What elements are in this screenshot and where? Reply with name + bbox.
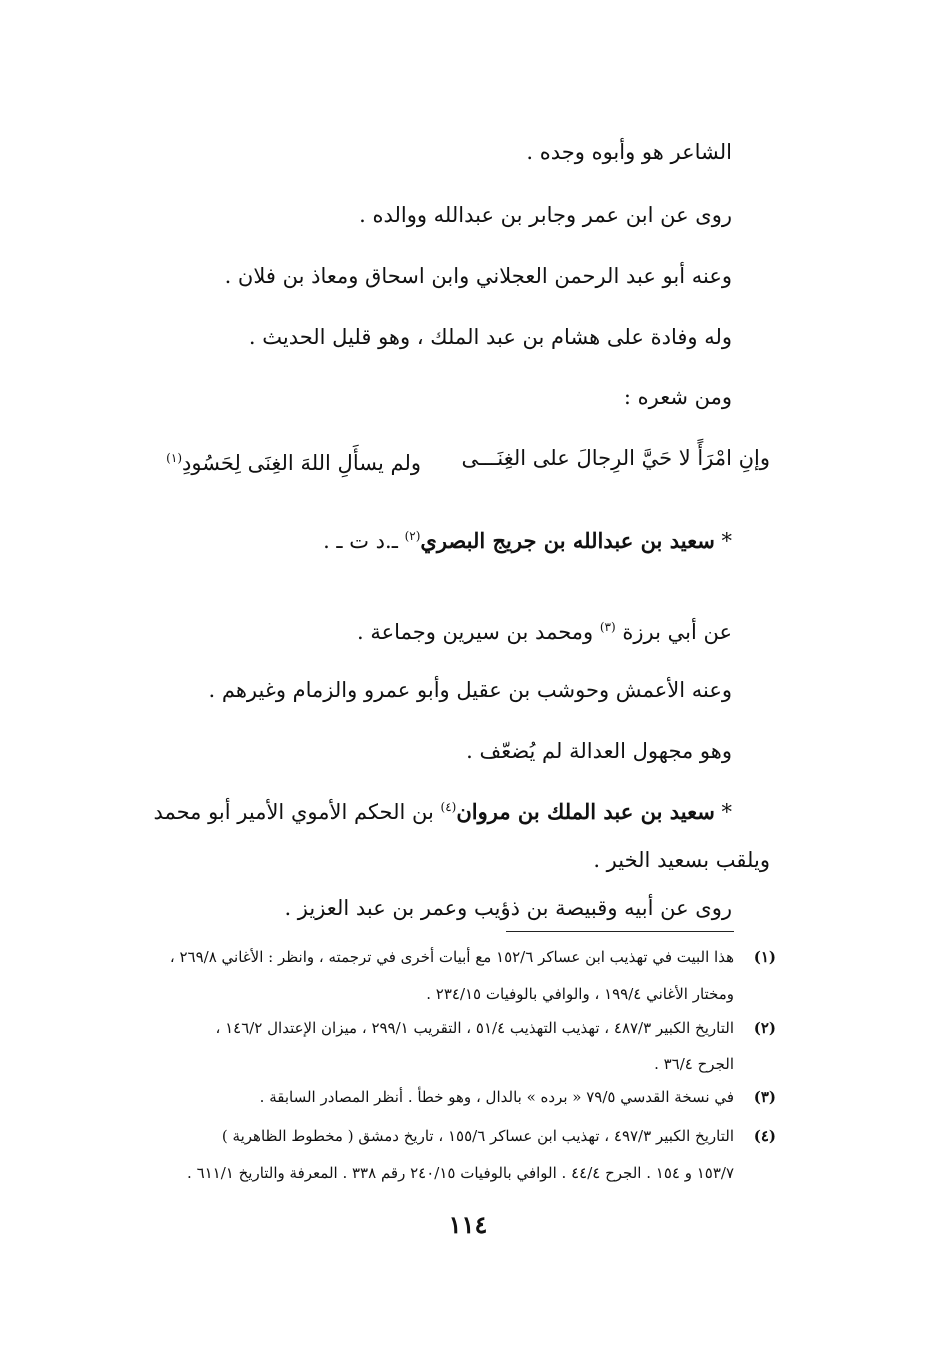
entry-name: سعيد بن عبدالله بن جريج البصري <box>420 528 715 553</box>
entry-sigla: ـ.د ت ـ . <box>323 529 398 553</box>
page-number: ١١٤ <box>448 1210 488 1239</box>
entry-tail: بن الحكم الأموي الأمير أبو محمد <box>153 800 434 824</box>
footnote-ref-4: (٤) <box>440 800 457 814</box>
entry-heading-2 <box>153 792 732 827</box>
footnote-ref-2: (٢) <box>404 529 421 543</box>
body-line-4: وله وفادة على هشام بن عبد الملك ، وهو قليل الحديث . <box>248 325 732 349</box>
footnote-text: في نسخة القدسي ٧٩/٥ « برده » بالدال ، وهو خطأ . أنظر المصادر السابقة . <box>259 1088 734 1106</box>
body-line-10: روى عن أبيه وقبيصة بن ذؤيب وعمر بن عبد العزيز . <box>284 896 732 920</box>
footnote-text: التاريخ الكبير ٤٩٧/٣ ، تهذيب ابن عساكر ١٥٥/٦ ، تاريخ دمشق ( مخطوط الظاهرية ) <box>221 1127 734 1145</box>
body-line-9: ويلقب بسعيد الخير . <box>593 848 770 872</box>
footnote-3-line-a <box>260 1086 776 1108</box>
body-line-7: وعنه الأعمش وحوشب بن عقيل وأبو عمرو والزمام وغيرهم . <box>208 678 732 702</box>
body-line-6 <box>357 612 732 647</box>
verse-second-text: ولم يسأَلِ اللهَ الغِنَى لِحَسُودِ <box>182 451 421 475</box>
body-line-1: الشاعر هو وأبوه وجده . <box>526 140 732 164</box>
line-6-text: عن أبي برزة <box>622 620 732 644</box>
body-line-5: ومن شعره : <box>623 385 732 409</box>
footnote-number: (٢) <box>753 1019 776 1037</box>
footnote-text: التاريخ الكبير ٤٨٧/٣ ، تهذيب التهذيب ٥١/٤ ، التقريب ٢٩٩/١ ، ميزان الإعتدال ١٤٦/٢ ، <box>215 1019 734 1037</box>
entry-heading-1 <box>323 521 732 556</box>
body-line-8: وهو مجهول العدالة لم يُضعّف . <box>466 739 732 763</box>
entry-marker: * <box>721 529 732 553</box>
footnote-4-line-b: ١٥٣/٧ و ١٥٤ . الجرح ٤٤/٤ . الوافي بالوفيات ٢٤٠/١٥ رقم ٣٣٨ . المعرفة والتاريخ ٦١١/١ . <box>187 1164 734 1182</box>
footnote-number: (٣) <box>753 1088 776 1106</box>
footnote-1-line-a <box>170 946 776 968</box>
footnote-ref-3: (٣) <box>599 620 616 634</box>
verse-second-hemistich <box>166 443 421 478</box>
footnote-number: (١) <box>753 948 776 966</box>
verse-first-hemistich: وإنِ امْرَأً لا حَيَّ الرِجالَ على الغِنَـــى <box>461 446 770 470</box>
footnote-separator <box>506 931 734 932</box>
footnote-ref-1: (١) <box>166 451 182 465</box>
footnote-2-line-a <box>215 1017 776 1039</box>
footnote-4-line-a <box>222 1125 776 1147</box>
line-6-tail: ومحمد بن سيرين وجماعة . <box>357 620 594 644</box>
footnote-number: (٤) <box>753 1127 776 1145</box>
footnote-text: هذا البيت في تهذيب ابن عساكر ١٥٢/٦ مع أبيات أخرى في ترجمته ، وانظر : الأغاني ٢٦٩/٨ ، <box>169 948 734 966</box>
entry-marker: * <box>721 800 732 824</box>
body-line-3: وعنه أبو عبد الرحمن العجلاني وابن اسحاق ومعاذ بن فلان . <box>224 264 732 288</box>
footnote-2-line-b: الجرح ٣٦/٤ . <box>654 1055 734 1073</box>
body-line-2: روى عن ابن عمر وجابر بن عبدالله ووالده . <box>359 203 732 227</box>
entry-name: سعيد بن عبد الملك بن مروان <box>456 799 715 824</box>
footnote-1-line-b: ومختار الأغاني ١٩٩/٤ ، والوافي بالوفيات ٢٣٤/١٥ . <box>426 985 734 1003</box>
